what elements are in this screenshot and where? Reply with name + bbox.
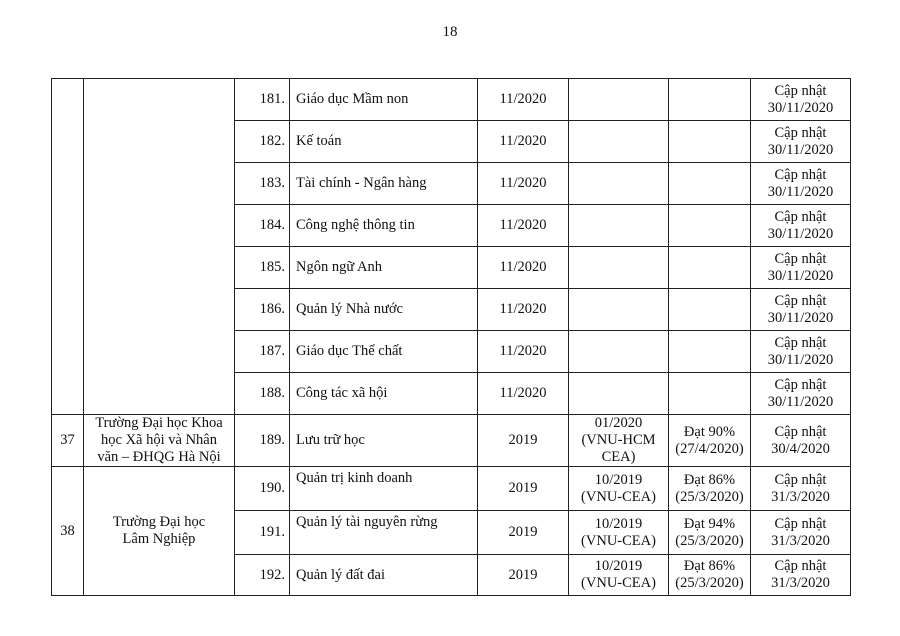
institution-no: 38: [52, 467, 84, 596]
program-name: Tài chính - Ngân hàng: [290, 163, 478, 205]
evaluation-line: 10/2019: [594, 471, 643, 488]
institution-name-line: Trường Đại học: [112, 514, 206, 530]
note-date: 30/11/2020: [767, 267, 834, 284]
program-name: Giáo dục Mầm non: [290, 79, 478, 121]
result-date: (27/4/2020): [675, 440, 744, 457]
note-date: 30/11/2020: [767, 351, 834, 368]
result-cell: [669, 555, 751, 596]
program-year: 11/2020: [478, 373, 569, 415]
note-date: 30/11/2020: [767, 225, 834, 242]
institution-name-cell: [84, 79, 235, 415]
program-year: 2019: [478, 467, 569, 511]
institution-name-line: học Xã hội và Nhân: [101, 432, 217, 448]
note-line: Cập nhật: [774, 82, 827, 99]
note-date: 30/11/2020: [767, 141, 834, 158]
note-date: 30/4/2020: [771, 440, 830, 457]
program-number: 181.: [235, 79, 290, 121]
program-year: 11/2020: [478, 79, 569, 121]
evaluation-cell: [569, 331, 669, 373]
program-number: 186.: [235, 289, 290, 331]
program-name: Công nghệ thông tin: [290, 205, 478, 247]
program-year: 11/2020: [478, 331, 569, 373]
program-number: 182.: [235, 121, 290, 163]
note-date: 31/3/2020: [771, 488, 830, 505]
note-cell: [751, 373, 851, 415]
program-number: 191.: [235, 511, 290, 555]
result-date: (25/3/2020): [675, 575, 744, 591]
institution-name: [84, 467, 235, 596]
evaluation-cell: [569, 467, 669, 511]
evaluation-cell: [569, 373, 669, 415]
program-number: 185.: [235, 247, 290, 289]
note-cell: [751, 247, 851, 289]
result-cell: [669, 163, 751, 205]
evaluation-line: CEA): [601, 449, 636, 465]
note-cell: [751, 163, 851, 205]
note-line: Cập nhật: [774, 334, 827, 351]
page-number: 18: [442, 24, 458, 40]
evaluation-line: 10/2019: [594, 515, 643, 532]
result-line: Đạt 86%: [683, 558, 736, 574]
note-cell: [751, 467, 851, 511]
institution-name-line: Trường Đại học Khoa: [95, 415, 223, 431]
program-name: Giáo dục Thể chất: [290, 331, 478, 373]
note-line: Cập nhật: [774, 292, 827, 309]
institution-name-line: Lâm Nghiệp: [122, 531, 196, 547]
program-year: 2019: [478, 555, 569, 596]
note-date: 31/3/2020: [771, 532, 830, 549]
evaluation-cell: [569, 163, 669, 205]
note-cell: [751, 79, 851, 121]
program-year: 2019: [478, 415, 569, 467]
result-cell: [669, 289, 751, 331]
note-cell: [751, 331, 851, 373]
program-year: 11/2020: [478, 163, 569, 205]
result-cell: [669, 511, 751, 555]
program-name: Lưu trữ học: [290, 415, 478, 467]
program-number: 188.: [235, 373, 290, 415]
evaluation-cell: [569, 511, 669, 555]
program-year: 2019: [478, 511, 569, 555]
program-name: Quản trị kinh doanh: [290, 467, 478, 511]
result-cell: [669, 205, 751, 247]
evaluation-line: (VNU-CEA): [581, 575, 656, 591]
note-cell: [751, 555, 851, 596]
note-line: Cập nhật: [774, 376, 827, 393]
note-line: Cập nhật: [774, 124, 827, 141]
result-line: Đạt 86%: [683, 471, 736, 488]
program-name: Công tác xã hội: [290, 373, 478, 415]
evaluation-cell: [569, 415, 669, 467]
result-line: Đạt 90%: [683, 423, 736, 440]
evaluation-cell: [569, 247, 669, 289]
result-cell: [669, 79, 751, 121]
evaluation-line: (VNU-CEA): [581, 532, 656, 549]
program-number: 187.: [235, 331, 290, 373]
note-line: Cập nhật: [774, 423, 827, 440]
table-row: [52, 79, 851, 121]
program-number: 183.: [235, 163, 290, 205]
note-date: 30/11/2020: [767, 183, 834, 200]
table-row: [52, 467, 851, 511]
accreditation-table: [51, 78, 851, 596]
institution-no: 37: [52, 415, 84, 467]
note-line: Cập nhật: [774, 166, 827, 183]
program-number: 189.: [235, 415, 290, 467]
result-cell: [669, 331, 751, 373]
evaluation-cell: [569, 289, 669, 331]
program-name: Kế toán: [290, 121, 478, 163]
institution-name: [84, 415, 235, 467]
result-cell: [669, 247, 751, 289]
note-line: Cập nhật: [774, 250, 827, 267]
program-year: 11/2020: [478, 205, 569, 247]
note-line: Cập nhật: [774, 515, 827, 532]
evaluation-cell: [569, 205, 669, 247]
note-cell: [751, 415, 851, 467]
program-number: 184.: [235, 205, 290, 247]
program-year: 11/2020: [478, 121, 569, 163]
result-line: Đạt 94%: [683, 515, 736, 532]
program-name: Quản lý tài nguyên rừng: [290, 511, 478, 555]
note-cell: [751, 205, 851, 247]
program-number: 190.: [235, 467, 290, 511]
table-row: [52, 415, 851, 467]
result-cell: [669, 121, 751, 163]
evaluation-line: 10/2019: [594, 558, 643, 574]
result-cell: [669, 415, 751, 467]
program-number: 192.: [235, 555, 290, 596]
program-year: 11/2020: [478, 247, 569, 289]
program-name: Ngôn ngữ Anh: [290, 247, 478, 289]
note-date: 31/3/2020: [771, 575, 830, 591]
program-year: 11/2020: [478, 289, 569, 331]
institution-name-line: văn – ĐHQG Hà Nội: [97, 449, 221, 465]
note-cell: [751, 289, 851, 331]
note-line: Cập nhật: [774, 471, 827, 488]
note-line: Cập nhật: [774, 558, 827, 574]
result-cell: [669, 373, 751, 415]
result-date: (25/3/2020): [675, 532, 744, 549]
result-date: (25/3/2020): [675, 488, 744, 505]
evaluation-cell: [569, 79, 669, 121]
evaluation-line: (VNU-HCM: [581, 432, 656, 448]
program-name: Quản lý đất đai: [290, 555, 478, 596]
note-cell: [751, 511, 851, 555]
evaluation-cell: [569, 121, 669, 163]
note-date: 30/11/2020: [767, 393, 834, 410]
result-cell: [669, 467, 751, 511]
program-name: Quản lý Nhà nước: [290, 289, 478, 331]
evaluation-cell: [569, 555, 669, 596]
evaluation-line: 01/2020: [594, 415, 643, 431]
evaluation-line: (VNU-CEA): [581, 488, 656, 505]
note-date: 30/11/2020: [767, 99, 834, 116]
institution-no-cell: [52, 79, 84, 415]
note-line: Cập nhật: [774, 208, 827, 225]
note-date: 30/11/2020: [767, 309, 834, 326]
note-cell: [751, 121, 851, 163]
